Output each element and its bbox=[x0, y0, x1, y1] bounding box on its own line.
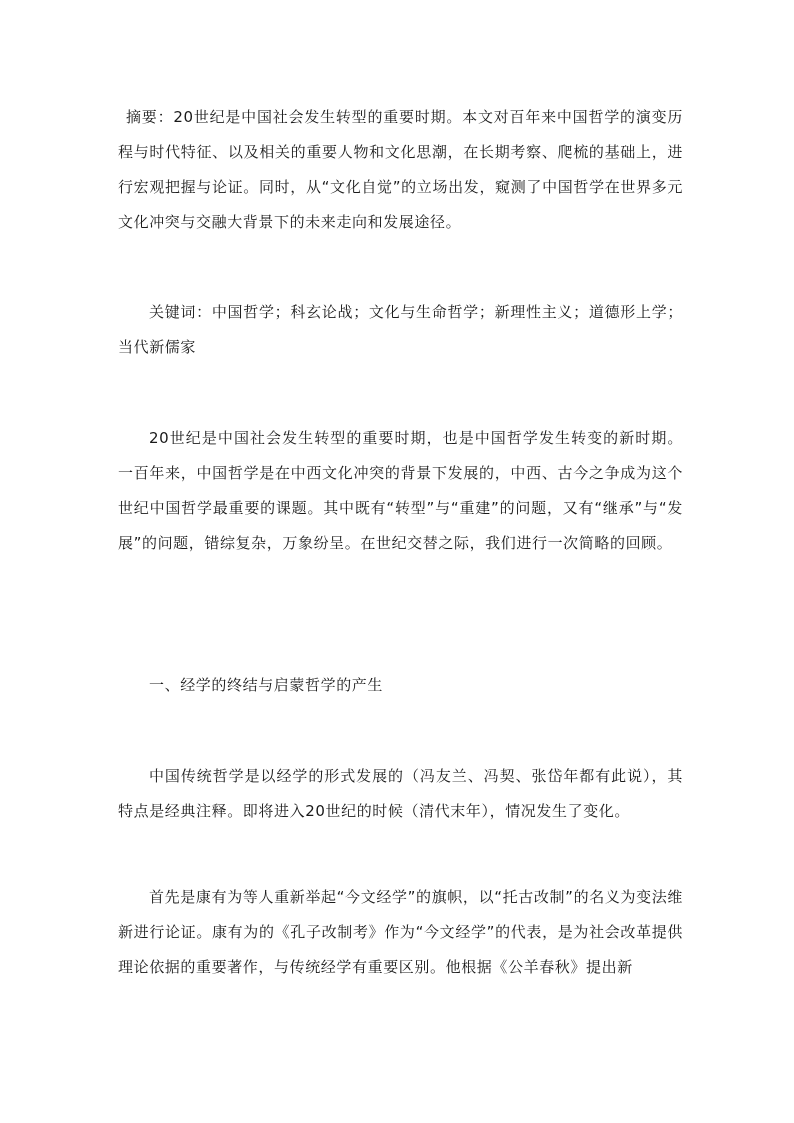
intro-paragraph: 20世纪是中国社会发生转型的重要时期，也是中国哲学发生转变的新时期。一百年来，中国哲学是在中西文化冲突的背景下发展的，中西、古今之争成为这个世纪中国哲学最重要的课题。其中既有“转型”与“重建”的问题，又有“继承”与“发展”的问题，错综复杂，万象纷呈。在世纪交替之际，我们进行一次简略的回顾。 bbox=[118, 429, 683, 552]
abstract-paragraph: 摘要：20世纪是中国社会发生转型的重要时期。本文对百年来中国哲学的演变历程与时代特征、以及相关的重要人物和文化思潮，在长期考察、爬梳的基础上，进行宏观把握与论证。同时，从“文化自觉”的立场出发，窥测了中国哲学在世界多元文化冲突与交融大背景下的未来走向和发展途径。 bbox=[118, 108, 683, 231]
keywords-paragraph: 关键词：中国哲学；科玄论战；文化与生命哲学；新理性主义；道德形上学；当代新儒家 bbox=[118, 303, 683, 356]
section-heading: 一、经学的终结与启蒙哲学的产生 bbox=[149, 676, 384, 694]
body-paragraph: 中国传统哲学是以经学的形式发展的（冯友兰、冯契、张岱年都有此说），其特点是经典注释。即将进入20世纪的时候（清代末年），情况发生了变化。 bbox=[118, 767, 683, 820]
body-paragraph: 首先是康有为等人重新举起“今文经学”的旗帜，以“托古改制”的名义为变法维新进行论证。康有为的《孔子改制考》作为“今文经学”的代表，是为社会改革提供理论依据的重要著作，与传统经学有重要区别。他根据《公羊春秋》提出新 bbox=[118, 888, 683, 976]
